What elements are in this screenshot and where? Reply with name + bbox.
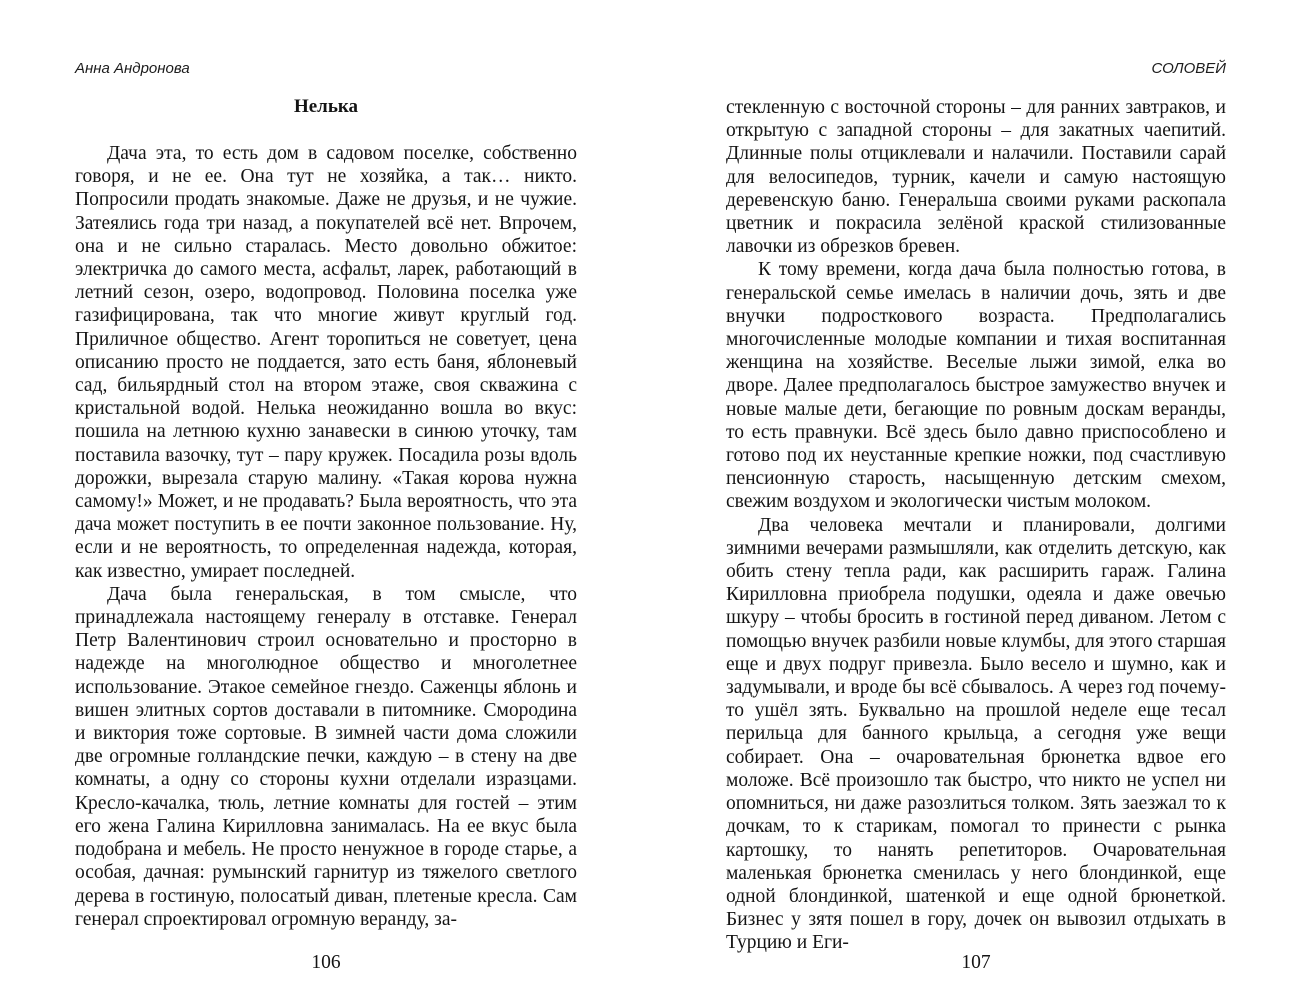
right-page-text (726, 96, 1226, 955)
chapter-title: Нелька (293, 96, 359, 117)
page-number: 106 (311, 952, 341, 973)
paragraph-continued: стекленную с восточной стороны – для ранних завтраков, и открытую с западной стороны – для закатных чаепитий. Длинные полы отциклевали и налачили. Поставили сарай для велосипедов, турник, качели и самую настоящую деревенскую баню. Генеральша своими руками раскопала цветник и покрасила зелёной краской стилизованные лавочки из обрезков бревен. (726, 97, 1226, 258)
paragraph: Два человека мечтали и планировали, долгими зимними вечерами размышляли, как отделить детскую, как обить стену тепла ради, как расширить гараж. Галина Кирилловна приобрела подушки, одеяла и даже овечью шкуру – чтобы бросить в гостиной перед диваном. Летом с помощью внучек разбили новые клумбы, для этого старшая еще и двух подруг привезла. Было весело и шумно, как и задумывали, и вроде бы всё сбывалось. А через год почему-то ушёл зять. Буквально на прошлой неделе еще тесал перильца для банного крыльца, а сегодня уже вещи собирает. Она – очаровательная брюнетка вдвое его моложе. Всё произошло так быстро, что никто не успел ни опомниться, ни даже разозлиться толком. Зять заезжал то к дочкам, то к старикам, помогал то принести с рынка картошку, то нанять репетиторов. Очаровательная маленькая брюнетка сменилась у него блондинкой, еще одной блондинкой, шатенкой и еще одной брюнеткой. Бизнес у зятя пошел в гору, дочек он вывозил отдыхать в Турцию и Еги- (726, 514, 1226, 954)
paragraph: Дача эта, то есть дом в садовом поселке, собственно говоря, и не ее. Она тут не хозяйка, а так… никто. Попросили продать знакомые. Даже не друзья, и не чужие. Затеялись года три назад, а покупателей всё нет. Впрочем, она и не сильно старалась. Место довольно обжитое: электричка до самого места, асфальт, ларек, работающий в летний сезон, озеро, водопровод. Половина поселка уже газифицирована, так что многие живут круглый год. Приличное общество. Агент торопиться не советует, цена описанию просто не поддается, зато есть баня, яблоневый сад, бильярдный стол на втором этаже, своя скважина с кристальной водой. Нелька неожиданно вошла во вкус: пошила на летнюю кухню занавески в синюю уточку, там поставила вазочку, тут – пару кружек. Посадила розы вдоль дорожки, вырезала старую малину. «Такая корова нужна самому!» Может, и не продавать? Была вероятность, что эта дача может поступить в ее почти законное пользование. Ну, если и не вероятность, то определенная надежда, которая, как известно, умирает последней. (75, 143, 577, 582)
left-page (75, 0, 577, 1000)
running-head-author: Анна Андронова (75, 60, 190, 77)
page-number: 107 (961, 952, 991, 973)
paragraph: Дача была генеральская, в том смысле, что принадлежала настоящему генералу в отставке. Генерал Петр Валентинович строил основательно и просторно в надежде на многолюдное общество и многолетнее использование. Этакое семейное гнездо. Саженцы яблонь и вишен элитных сортов доставали в питомнике. Смородина и виктория тоже сортовые. В зимней части дома сложили две огромные голландские печки, каждую – в стену на две комнаты, а одну со стороны кухни отделали изразцами. Кресло-качалка, тюль, летние комнаты для гостей – этим его жена Галина Кирилловна занималась. На ее вкус была подобрана и мебель. Не просто ненужное в городе старье, а особая, дачная: румынский гарнитур из тяжелого светлого дерева в гостиную, полосатый диван, плетеные кресла. Сам генерал спроектировал огромную веранду, за- (75, 583, 577, 930)
left-page-text (75, 142, 577, 931)
paragraph: К тому времени, когда дача была полностью готова, в генеральской семье имелась в наличии дочь, зять и две внучки подросткового возраста. Предполагались многочисленные молодые компании и тихая воспитанная женщина на хозяйстве. Веселые лыжи зимой, елка во дворе. Далее предполагалось быстрое замужество внучек и новые малые дети, бегающие по ровным доскам веранды, то есть правнуки. Всё здесь было давно приспособлено и готово под их неустанные крепкие ножки, под счастливую пенсионную старость, насыщенную детским смехом, свежим воздухом и экологически чистым молоком. (726, 259, 1226, 513)
running-head-book-title: СОЛОВЕЙ (1151, 60, 1226, 77)
right-page (726, 0, 1226, 1000)
